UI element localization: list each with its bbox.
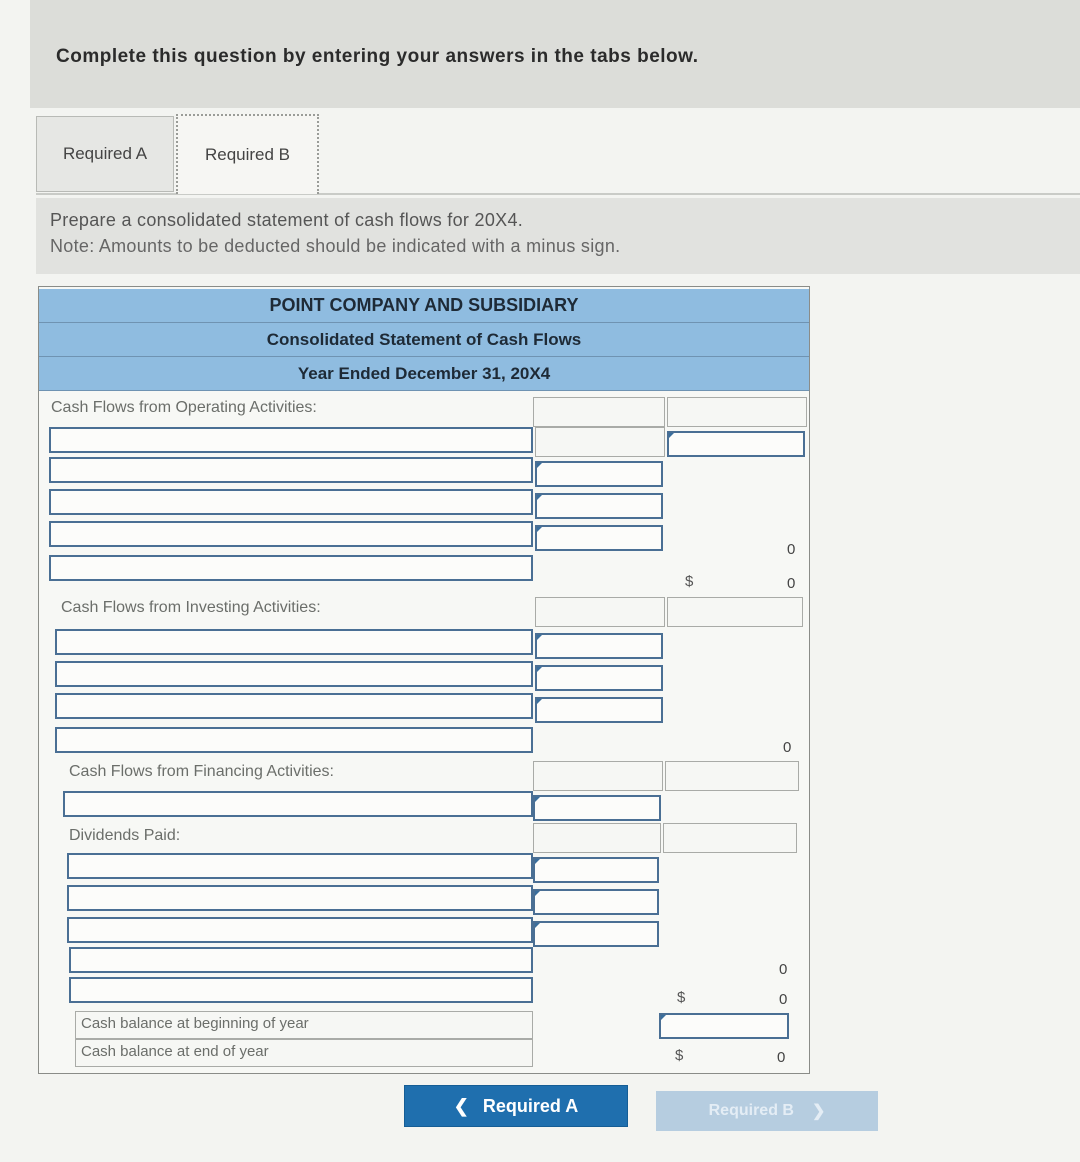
financing-subtotal-value: 0 xyxy=(779,961,788,978)
dividends-description-input[interactable] xyxy=(67,917,533,943)
dividends-description-input[interactable] xyxy=(67,885,533,911)
investing-amount-input[interactable] xyxy=(535,697,663,723)
investing-description-input[interactable] xyxy=(55,629,533,655)
financing-total-value: 0 xyxy=(779,991,788,1008)
dividends-label: Dividends Paid: xyxy=(69,827,181,844)
cash-begin-input[interactable] xyxy=(659,1013,789,1039)
currency-symbol: $ xyxy=(675,1047,684,1064)
investing-amount-input[interactable] xyxy=(535,665,663,691)
operating-total-value: 0 xyxy=(787,575,796,592)
investing-label: Cash Flows from Investing Activities: xyxy=(61,599,321,616)
input-indicator-icon xyxy=(537,667,542,672)
input-indicator-icon xyxy=(669,433,674,438)
input-indicator-icon xyxy=(537,699,542,704)
input-indicator-icon xyxy=(537,495,542,500)
statement-period: Year Ended December 31, 20X4 xyxy=(39,357,809,391)
chevron-right-icon: ❯ xyxy=(811,1103,826,1120)
cash-end-value: 0 xyxy=(777,1049,786,1066)
investing-header-cell xyxy=(535,597,665,627)
input-indicator-icon xyxy=(535,891,540,896)
prev-required-a-button[interactable] xyxy=(404,1085,628,1127)
investing-amount-input[interactable] xyxy=(535,633,663,659)
statement-title: Consolidated Statement of Cash Flows xyxy=(39,323,809,357)
instruction-text: Complete this question by entering your answers in the tabs below. xyxy=(56,46,699,67)
next-button-label: Required B xyxy=(708,1102,794,1119)
input-indicator-icon xyxy=(535,923,540,928)
dividends-description-input[interactable] xyxy=(67,853,533,879)
operating-description-input[interactable] xyxy=(49,457,533,483)
cash-begin-label: Cash balance at beginning of year xyxy=(81,1015,309,1032)
input-indicator-icon xyxy=(537,635,542,640)
dividends-amount-input[interactable] xyxy=(533,921,659,947)
input-indicator-icon xyxy=(661,1015,666,1020)
dividends-header-cell xyxy=(663,823,797,853)
company-name: POINT COMPANY AND SUBSIDIARY xyxy=(39,289,809,323)
input-indicator-icon xyxy=(535,859,540,864)
prev-button-label: Required A xyxy=(482,1095,579,1116)
operating-amount-input[interactable] xyxy=(535,525,663,551)
next-required-b-button[interactable] xyxy=(656,1091,878,1131)
dividends-amount-input[interactable] xyxy=(533,889,659,915)
financing-amount-input[interactable] xyxy=(533,795,661,821)
financing-description-input[interactable] xyxy=(63,791,533,817)
operating-description-input[interactable] xyxy=(49,521,533,547)
input-indicator-icon xyxy=(535,797,540,802)
financing-header-cell xyxy=(533,761,663,791)
financing-header-cell xyxy=(665,761,799,791)
prompt-note: Note: Amounts to be deducted should be indicated with a minus sign. xyxy=(50,236,621,256)
instruction-banner xyxy=(30,0,1080,108)
investing-description-input[interactable] xyxy=(55,693,533,719)
financing-description-input[interactable] xyxy=(69,947,533,973)
dividends-amount-input[interactable] xyxy=(533,857,659,883)
investing-description-input[interactable] xyxy=(55,727,533,753)
operating-label: Cash Flows from Operating Activities: xyxy=(51,399,317,416)
chevron-left-icon: ❮ xyxy=(453,1095,469,1116)
operating-total-input[interactable] xyxy=(667,431,805,457)
investing-description-input[interactable] xyxy=(55,661,533,687)
financing-description-input[interactable] xyxy=(69,977,533,1003)
cash-flow-statement xyxy=(38,286,810,1074)
input-indicator-icon xyxy=(537,463,542,468)
operating-description-input[interactable] xyxy=(49,555,533,581)
financing-label: Cash Flows from Financing Activities: xyxy=(69,763,334,780)
currency-symbol: $ xyxy=(677,989,686,1006)
operating-subtotal-value: 0 xyxy=(787,541,796,558)
operating-header-cell xyxy=(533,397,665,427)
dividends-header-cell xyxy=(533,823,661,853)
prompt-line: Prepare a consolidated statement of cash flows for 20X4. xyxy=(50,210,524,230)
operating-header-cell xyxy=(667,397,807,427)
operating-description-input[interactable] xyxy=(49,489,533,515)
operating-amount-cell xyxy=(535,427,665,457)
investing-header-cell xyxy=(667,597,803,627)
input-indicator-icon xyxy=(537,527,542,532)
operating-amount-input[interactable] xyxy=(535,461,663,487)
cash-end-label: Cash balance at end of year xyxy=(81,1043,269,1060)
currency-symbol: $ xyxy=(685,573,694,590)
tab-required-a[interactable]: Required A xyxy=(36,116,174,192)
operating-amount-input[interactable] xyxy=(535,493,663,519)
tab-required-b[interactable]: Required B xyxy=(176,114,319,194)
prompt-box xyxy=(36,198,1080,274)
operating-description-input[interactable] xyxy=(49,427,533,453)
investing-total-value: 0 xyxy=(783,739,792,756)
